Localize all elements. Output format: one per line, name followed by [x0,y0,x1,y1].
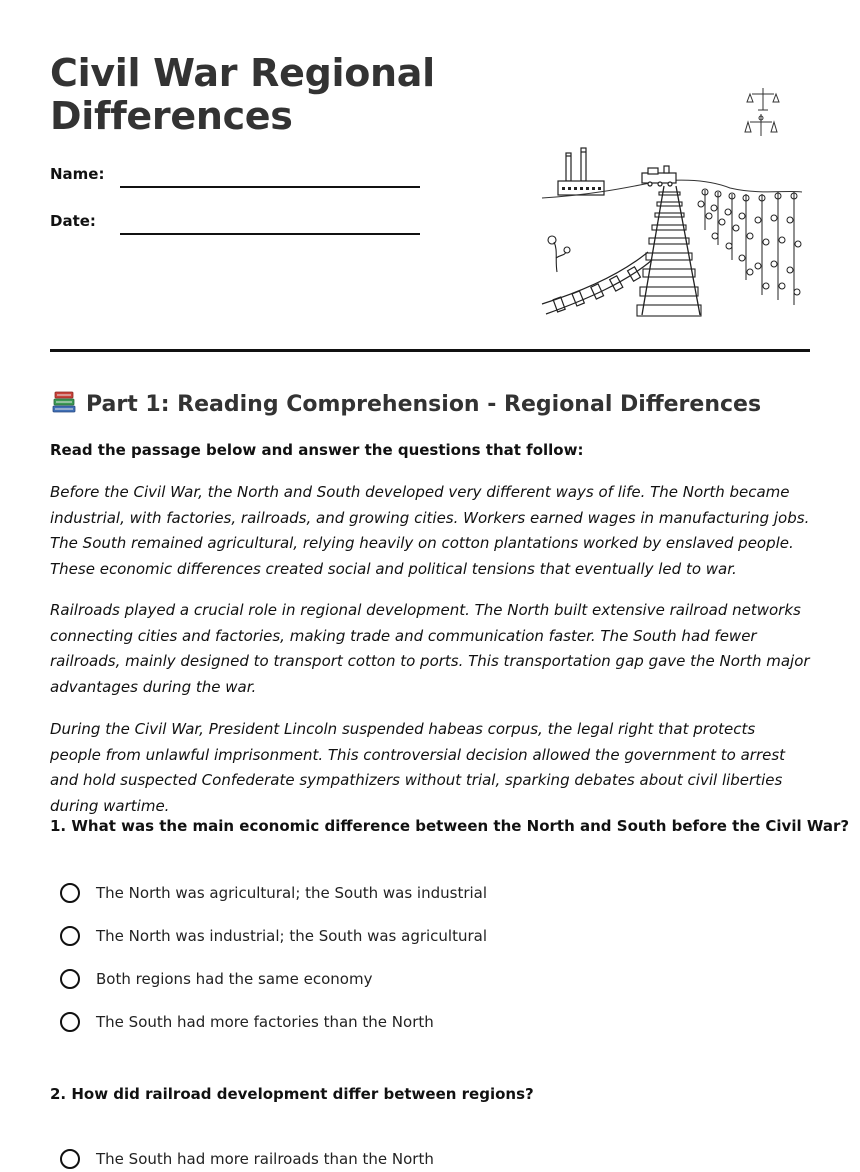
radio-button[interactable] [60,969,80,989]
factory-icon [558,148,604,195]
option-label: The North was industrial; the South was agricultural [96,927,488,945]
option-label: The South had more railroads than the North [96,1150,434,1168]
q2-option-1[interactable] [60,1146,434,1172]
radio-button[interactable] [60,926,80,946]
option-label: The South had more factories than the North [96,1013,434,1031]
q1-option-3[interactable] [60,966,372,992]
q1-option-4[interactable] [60,1009,434,1035]
question-2: 2. How did railroad development differ between regions? [50,1085,534,1103]
locomotive-icon [642,166,676,186]
option-label: Both regions had the same economy [96,970,373,988]
worksheet-title: Civil War Regional Differences [50,51,435,138]
railroad-factory-cotton-illustration [530,80,810,330]
question-1: 1. What was the main economic difference between the North and South before the Civil War? [50,817,850,835]
radio-button[interactable] [60,883,80,903]
cotton-field [690,186,801,305]
railroad-track [637,186,701,316]
scales-of-justice-icon [745,88,779,136]
name-label: Name: [50,165,105,183]
section-divider [50,349,810,352]
q1-option-2[interactable] [60,923,487,949]
q1-option-1[interactable] [60,880,487,906]
books-icon [50,388,78,416]
passage-paragraph-2: Railroads played a crucial role in regional development. The North built extensive railroad networks connecting cities and factories, making trade and communication faster. The South had fewer railroads, mainly designed to transport cotton to ports. This transportation gap gave the North major advantages during the war. [50,601,810,697]
name-field[interactable] [120,186,420,188]
option-label: The North was agricultural; the South was industrial [96,884,488,902]
instructions: Read the passage below and answer the questions that follow: [50,441,584,459]
radio-button[interactable] [60,1012,80,1032]
date-field[interactable] [120,233,420,235]
radio-button[interactable] [60,1149,80,1169]
passage-paragraph-1: Before the Civil War, the North and South developed very different ways of life. The North became industrial, with factories, railroads, and growing cities. Workers earned wages in manufacturing jobs. The South remained agricultural, relying heavily on cotton plantations worked by enslaved people. These economic differences created social and political tensions that eventually led to war. [50,483,810,579]
part1-heading-text: Part 1: Reading Comprehension - Regional Differences [86,392,762,417]
date-label: Date: [50,212,96,230]
passage-paragraph-3: During the Civil War, President Lincoln suspended habeas corpus, the legal right that protects people from unlawful imprisonment. This controversial decision allowed the government to arrest and hold suspected Confederate sympathizers without trial, sparking debates about civil liberties during wartime. [50,720,786,816]
cotton-plant-icon [548,236,570,272]
branch-railroad-track [542,252,652,314]
part1-heading [50,388,761,417]
